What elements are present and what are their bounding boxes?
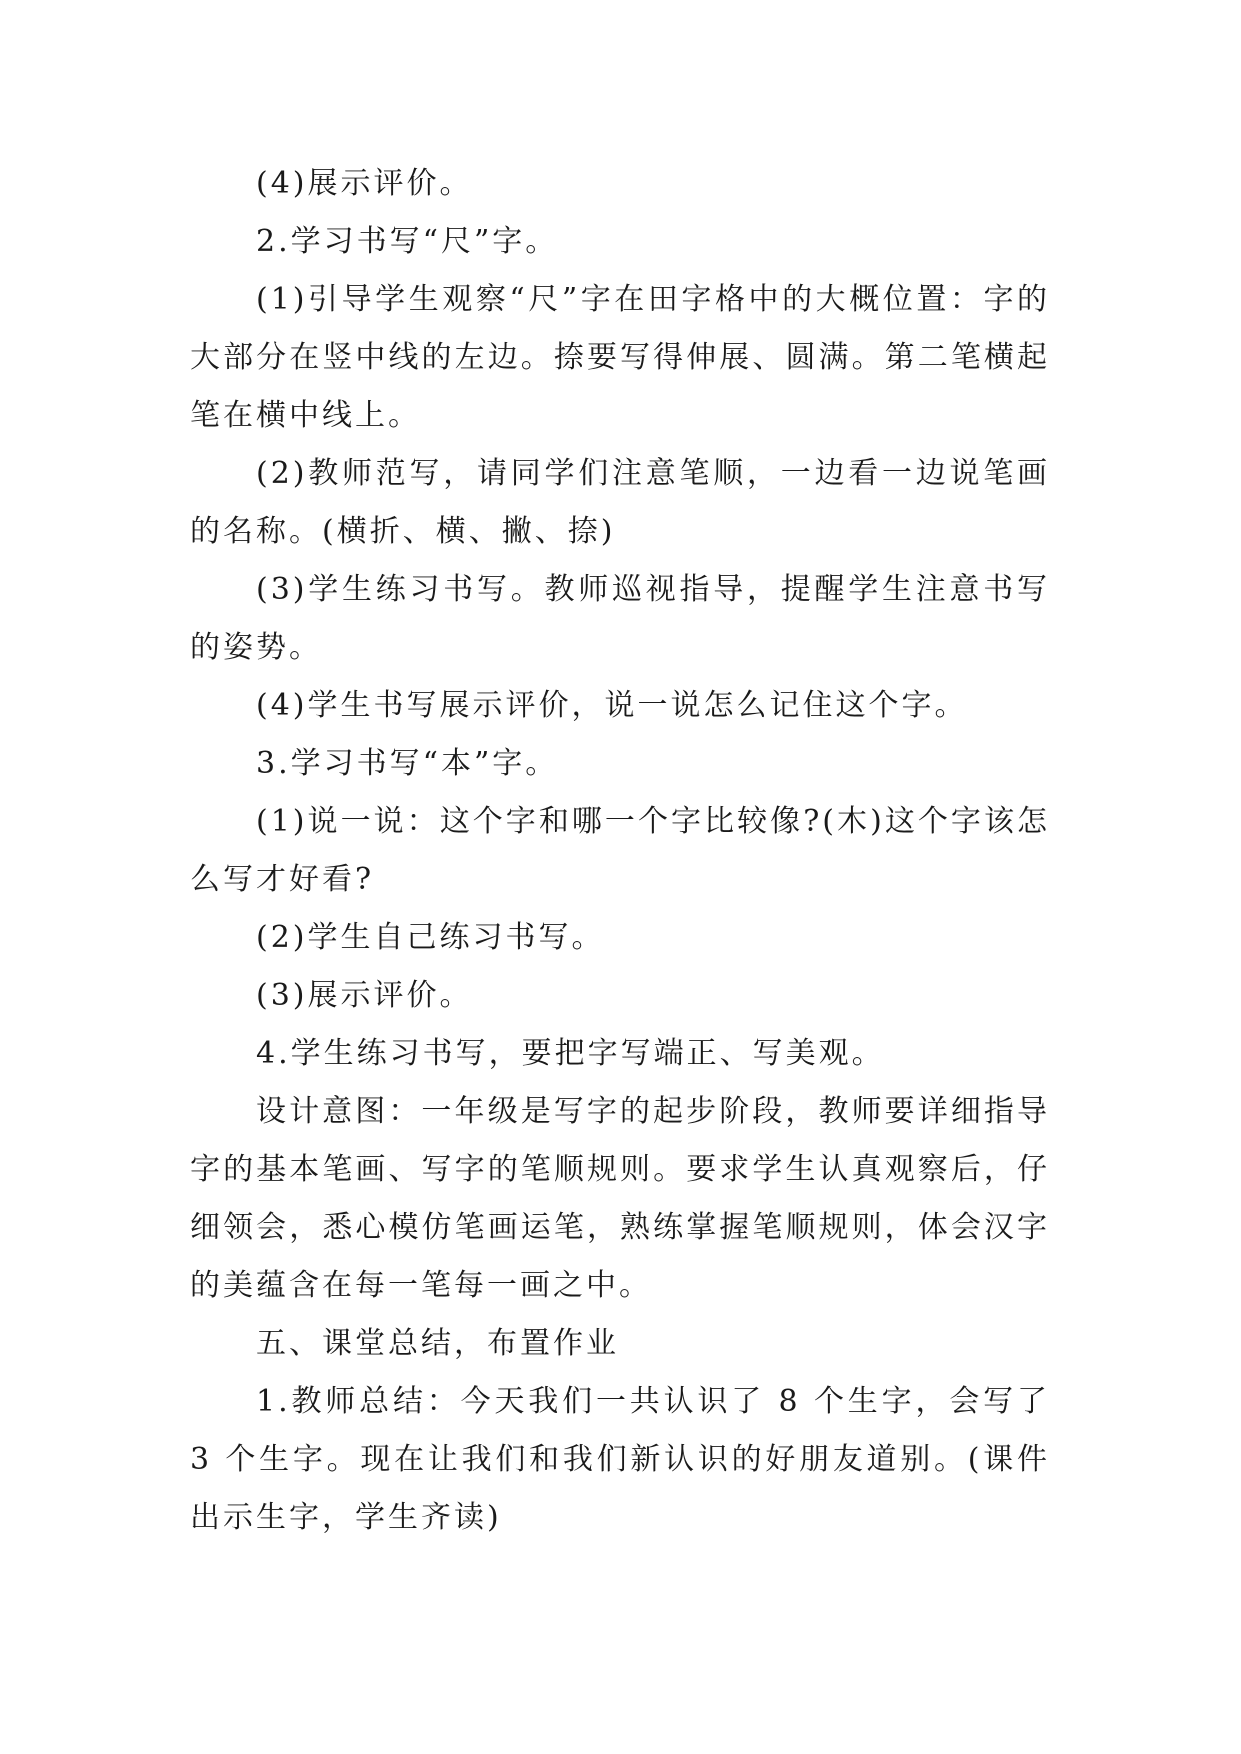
paragraph-14: 1.教师总结：今天我们一共认识了 8 个生字，会写了 3 个生字。现在让我们和我们新认识的好朋友道别。(课件出示生字，学生齐读) xyxy=(190,1384,1050,1535)
paragraph-7: 3.学习书写“本”字。 xyxy=(256,746,559,781)
paragraph-10: (3)展示评价。 xyxy=(256,978,473,1013)
paragraph-2: 2.学习书写“尺”字。 xyxy=(256,224,559,259)
paragraph-13: 五、课堂总结，布置作业 xyxy=(256,1326,619,1361)
paragraph-4: (2)教师范写，请同学们注意笔顺，一边看一边说笔画的名称。(横折、横、撇、捺) xyxy=(190,456,1050,549)
paragraph-11: 4.学生练习书写，要把字写端正、写美观。 xyxy=(256,1036,885,1071)
document-body xyxy=(190,155,1050,1547)
paragraph-12: 设计意图：一年级是写字的起步阶段，教师要详细指导字的基本笔画、写字的笔顺规则。要求学生认真观察后，仔细领会，悉心模仿笔画运笔，熟练掌握笔顺规则，体会汉字的美蕴含在每一笔每一画之中。 xyxy=(190,1094,1050,1303)
paragraph-8: (1)说一说：这个字和哪一个字比较像?(木)这个字该怎么写才好看? xyxy=(190,804,1050,897)
paragraph-9: (2)学生自己练习书写。 xyxy=(256,920,605,955)
paragraph-6: (4)学生书写展示评价，说一说怎么记住这个字。 xyxy=(256,688,968,723)
paragraph-3: (1)引导学生观察“尺”字在田字格中的大概位置：字的大部分在竖中线的左边。捺要写得伸展、圆满。第二笔横起笔在横中线上。 xyxy=(190,282,1050,433)
paragraph-1: (4)展示评价。 xyxy=(256,166,473,201)
paragraph-5: (3)学生练习书写。教师巡视指导，提醒学生注意书写的姿势。 xyxy=(190,572,1050,665)
